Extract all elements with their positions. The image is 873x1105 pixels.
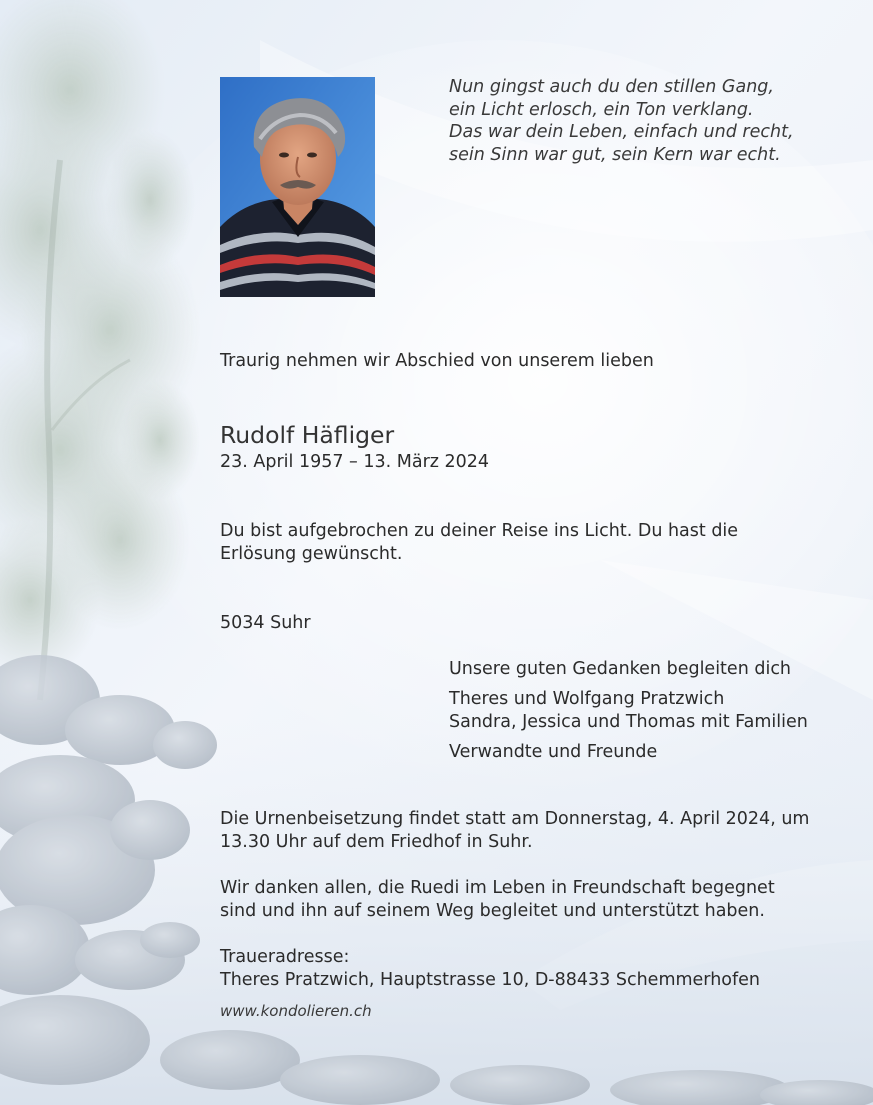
mourning-address bbox=[220, 946, 760, 992]
poem-line: sein Sinn war gut, sein Kern war echt. bbox=[449, 144, 781, 165]
address-value: Theres Pratzwich, Hauptstrasse 10, D-88433 Schemmerhofen bbox=[220, 970, 761, 990]
thanks-note bbox=[220, 877, 775, 923]
thanks-line: Wir danken allen, die Ruedi im Leben in Freundschaft begegnet bbox=[220, 878, 775, 898]
farewell-intro: Traurig nehmen wir Abschied von unserem lieben bbox=[220, 351, 654, 371]
farewell-message bbox=[220, 520, 738, 566]
life-dates: 23. April 1957 – 13. März 2024 bbox=[220, 452, 490, 472]
message-line: Du bist aufgebrochen zu deiner Reise ins Licht. Du hast die bbox=[220, 521, 739, 541]
thanks-line: sind und ihn auf seinem Weg begleitet und unterstützt haben. bbox=[220, 901, 765, 921]
address-label: Traueradresse: bbox=[220, 947, 350, 967]
website-link[interactable]: www.kondolieren.ch bbox=[220, 1002, 372, 1020]
mourner-relatives: Verwandte und Freunde bbox=[449, 742, 658, 762]
poem-line: Das war dein Leben, einfach und recht, bbox=[449, 122, 794, 143]
funeral-notice bbox=[220, 808, 809, 854]
mourners-block bbox=[449, 658, 808, 764]
poem-line: Nun gingst auch du den stillen Gang, bbox=[449, 77, 774, 97]
mourner-family: Sandra, Jessica und Thomas mit Familien bbox=[449, 712, 808, 732]
deceased-name: Rudolf Häfliger bbox=[220, 421, 395, 449]
message-line: Erlösung gewünscht. bbox=[220, 544, 403, 564]
place: 5034 Suhr bbox=[220, 613, 311, 633]
funeral-line: Die Urnenbeisetzung findet statt am Donnerstag, 4. April 2024, um bbox=[220, 809, 810, 829]
poem bbox=[449, 76, 794, 166]
mourners-intro: Unsere guten Gedanken begleiten dich bbox=[449, 659, 792, 679]
funeral-line: 13.30 Uhr auf dem Friedhof in Suhr. bbox=[220, 832, 533, 852]
portrait-photo bbox=[220, 77, 375, 297]
mourner-family: Theres und Wolfgang Pratzwich bbox=[449, 689, 725, 709]
poem-line: ein Licht erlosch, ein Ton verklang. bbox=[449, 99, 754, 120]
